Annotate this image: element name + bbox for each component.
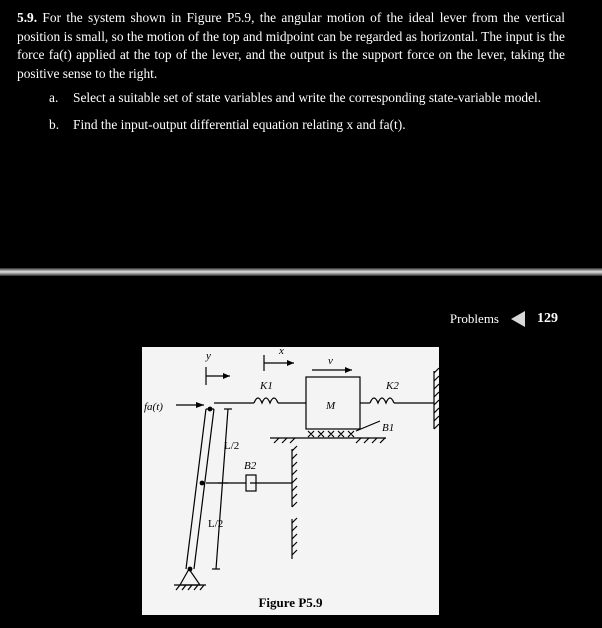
ground-hatch-pivot (176, 585, 204, 590)
k1-label: K1 (260, 380, 273, 392)
half-length-top-label: L/2 (224, 440, 240, 452)
pivot-support (180, 569, 200, 585)
page-divider (0, 268, 602, 276)
b1-label: B1 (382, 422, 395, 434)
part-a-text: Select a suitable set of state variables and write the corresponding state-variable model. (73, 90, 542, 105)
part-a-label: a. (49, 90, 59, 105)
part-b (17, 116, 565, 135)
spring-k1 (254, 398, 278, 403)
figure-caption: Figure P5.9 (258, 595, 323, 610)
left-triangle-icon (511, 311, 525, 327)
y-label: y (206, 350, 211, 362)
spring-k2 (370, 398, 394, 403)
v-label: v (328, 355, 333, 367)
problem-text (17, 9, 565, 142)
mass-label: M (326, 400, 336, 412)
problem-statement (17, 9, 565, 83)
lever-top-pin (208, 407, 213, 412)
page-number: 129 (537, 311, 558, 326)
part-a (17, 89, 565, 108)
force-label: fa(t) (144, 401, 163, 413)
page-header (450, 311, 558, 327)
ground-hatch-mass (274, 438, 385, 443)
k2-label: K2 (386, 380, 399, 392)
lever-system-diagram (142, 347, 439, 615)
statement-text: For the system shown in Figure P5.9, the angular motion of the ideal lever from the vertical position is small, so the motion of the top and midpoint can be regarded as horizontal. The input is the force fa(t) applied at the top of the lever, and the output is the support force on the lever, taking the positive sense to the right. (17, 10, 565, 81)
x-label: x (279, 347, 284, 357)
lever-left-rail (186, 409, 206, 569)
problem-number: 5.9. (17, 10, 38, 25)
force-arrowhead (196, 402, 204, 408)
lever-right-rail (194, 409, 214, 569)
lever-mid-pin (200, 481, 205, 486)
part-b-label: b. (49, 116, 60, 132)
figure-p5-9 (142, 347, 439, 615)
problem-parts (17, 89, 565, 134)
friction-b1 (308, 431, 354, 437)
section-title: Problems (449, 311, 499, 326)
lever-pivot-pin (188, 567, 193, 572)
dimension-line (216, 409, 228, 569)
b2-label: B2 (244, 460, 257, 472)
part-b-text: Find the input-output differential equation relating x and fa(t). (73, 116, 406, 132)
half-length-bottom-label: L/2 (208, 518, 224, 530)
